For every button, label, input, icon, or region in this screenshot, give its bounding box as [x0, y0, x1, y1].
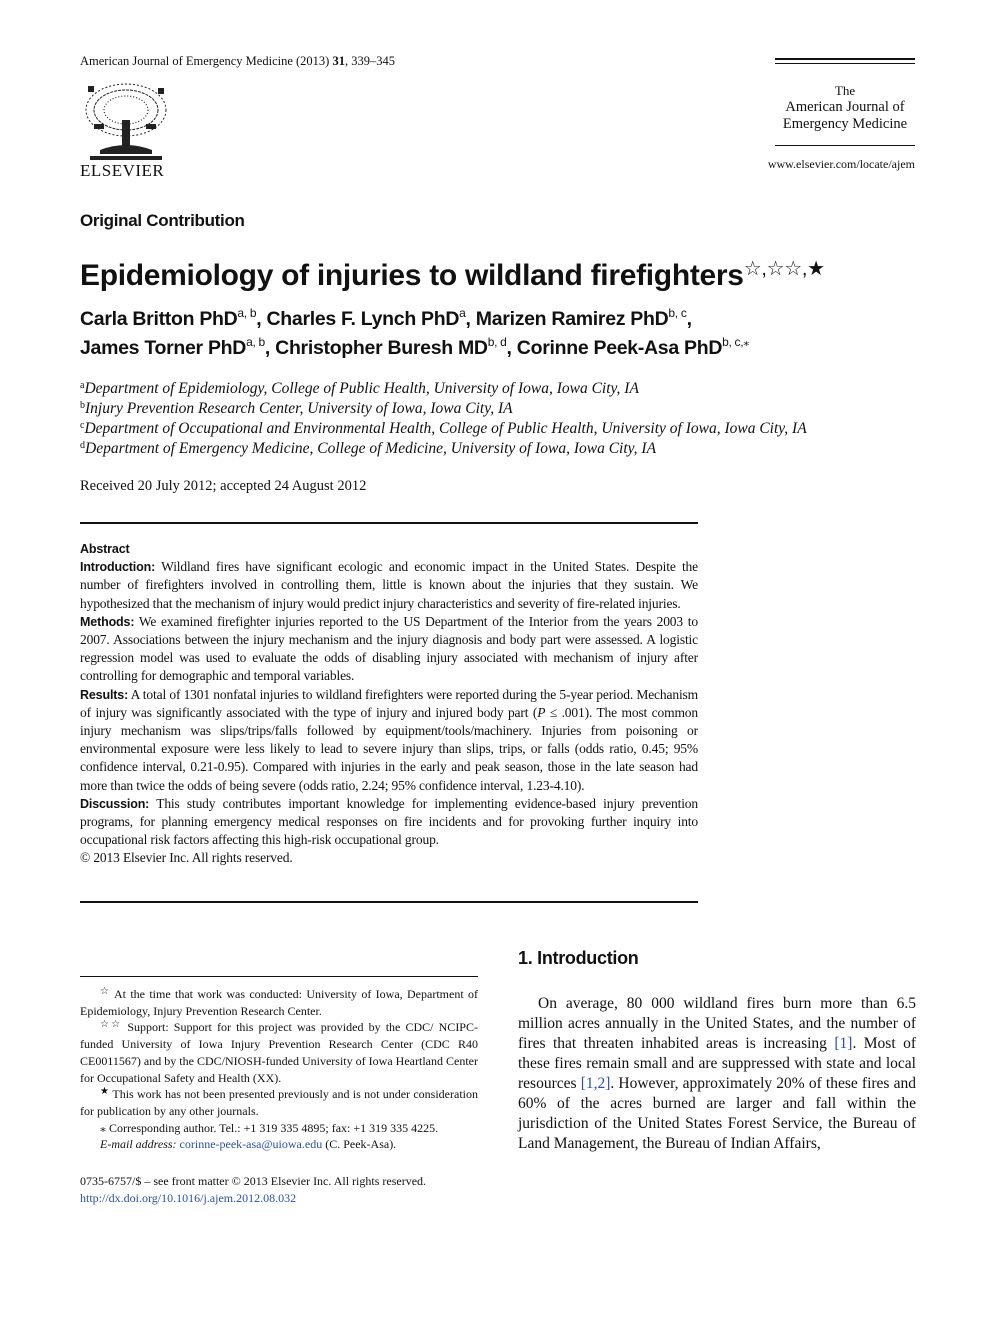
- abstract-results: Results: A total of 1301 nonfatal injuries to wildland firefighters were reported during the 5-year period. Mechanism of injury was significantly associated with the type of injury and injured body part (P ≤ .001). The most common injury mechanism was slips/trips/falls followed by equipment/tools/machinery. Injuries from poisoning or environmental exposure were less likely to lead to severe injury than slips, trips, or falls (odds ratio, 0.45; 95% confidence interval, 0.21-0.95). Compared with injuries in the early and peak season, those in the late season had more than twice the odds of being severe (odds ratio, 2.24; 95% confidence interval, 1.23-4.10).: [80, 686, 698, 793]
- footnote: ☆ At the time that work was conducted: University of Iowa, Department of Epidemiology, Injury Prevention Research Center.: [80, 986, 478, 1018]
- author-name[interactable]: James Torner PhD: [80, 337, 247, 359]
- author-name[interactable]: Marizen Ramirez PhD: [475, 308, 669, 330]
- title-footnote-marks[interactable]: ☆,☆☆,★: [743, 258, 825, 280]
- author-list: Carla Britton PhD$^{a, b}$, Charles F. Lynch PhD$^a$, Marizen Ramirez PhD$^{b, c}$, James Torner PhD$^{a, b}$, Christopher Buresh MD$^{b, d}$, Corinne Peek-Asa PhD$^{b, c,⁎}$: [80, 306, 749, 359]
- journal-title-line2: American Journal of: [785, 99, 905, 115]
- reference-link[interactable]: [1,2]: [580, 1075, 611, 1092]
- section-heading-introduction: 1. Introduction: [518, 948, 639, 968]
- abstract: [80, 540, 698, 868]
- affiliation: $^c$Department of Occupational and Environmental Health, College of Public Health, University of Iowa, Iowa City, IA: [80, 420, 807, 437]
- journal-citation: American Journal of Emergency Medicine (2013) 31, 339–345: [80, 54, 395, 68]
- affiliation: $^a$Department of Epidemiology, College of Public Health, University of Iowa, Iowa City, IA: [80, 380, 639, 397]
- divider: [80, 901, 698, 903]
- abstract-heading: Abstract: [80, 542, 130, 556]
- journal-title-line1: The: [834, 83, 856, 98]
- introduction-body: On average, 80 000 wildland fires burn more than 6.5 million acres annually in the United States, and the number of fires that threaten inhabited areas is increasing [1]. Most of these fires remain small and are suppressed with state and local resources [1,2]. However, approximately 20% of these fires and 60% of the acres burned are larger and fall within the jurisdiction of the United States Forest Service, the Bureau of Land Management, the Bureau of Indian Affairs,: [518, 995, 916, 1152]
- footnote-rule: [80, 976, 478, 977]
- issn-block: [80, 1173, 480, 1207]
- affiliation: $^d$Department of Emergency Medicine, College of Medicine, University of Iowa, Iowa City, IA: [80, 440, 657, 457]
- footnote: ⁎ Corresponding author. Tel.: +1 319 335 4895; fax: +1 319 335 4225.: [100, 1120, 439, 1135]
- footnote-email: E-mail address: corinne-peek-asa@uiowa.edu (C. Peek-Asa).: [100, 1137, 397, 1152]
- email-link[interactable]: corinne-peek-asa@uiowa.edu: [179, 1137, 323, 1152]
- affiliation-list: [80, 379, 807, 459]
- doi-link[interactable]: http://dx.doi.org/10.1016/j.ajem.2012.08.032: [80, 1191, 297, 1205]
- footnotes: [80, 986, 478, 1153]
- abstract-copyright: © 2013 Elsevier Inc. All rights reserved.: [80, 850, 293, 866]
- journal-url-link[interactable]: www.elsevier.com/locate/ajem: [767, 157, 915, 171]
- section-label: Original Contribution: [80, 211, 245, 230]
- abstract-discussion: Discussion: This study contributes important knowledge for implementing evidence-based injury prevention programs, for planning emergency medical responses on fire incidents and for provoking further inquiry into occupational risk factors affecting this high-risk occupational group.: [80, 795, 698, 848]
- received-dates: Received 20 July 2012; accepted 24 August 2012: [80, 478, 367, 494]
- footnote: ☆☆ Support: Support for this project was provided by the CDC/ NCIPC-funded University of Iowa Injury Prevention Research Center (CDC R40 CE0011567) and by the CDC/NIOSH-funded University of Iowa Heartland Center for Occupational Safety and Health (XX).: [80, 1019, 478, 1085]
- abstract-introduction: Introduction: Wildland fires have significant ecologic and economic impact in the United States. Despite the number of firefighters involved in controlling them, little is known about the injuries that they sustain. We hypothesized that the mechanism of injury would predict injury characteristics and severity of fire-related injuries.: [80, 559, 698, 611]
- author-name[interactable]: Carla Britton PhD: [80, 308, 238, 330]
- article-title: Epidemiology of injuries to wildland firefighters☆,☆☆,★: [80, 258, 825, 292]
- journal-masthead: [775, 58, 915, 146]
- publisher-name: ELSEVIER: [80, 161, 165, 180]
- affiliation: $^b$Injury Prevention Research Center, University of Iowa, Iowa City, IA: [80, 400, 513, 417]
- journal-title-line3: Emergency Medicine: [782, 116, 908, 132]
- author-name[interactable]: Corinne Peek-Asa PhD: [516, 337, 723, 359]
- abstract-methods: Methods: We examined firefighter injuries reported to the US Department of the Interior from the years 2003 to 2007. Associations between the injury mechanism and the injury diagnosis and body part were assessed. A logistic regression model was used to evaluate the odds of disabling injury associated with mechanism of injury after controlling for demographic and temporal variables.: [80, 613, 698, 684]
- footnote: ★ This work has not been presented previously and is not under consideration for publication by any other journals.: [80, 1086, 478, 1118]
- author-name[interactable]: Charles F. Lynch PhD: [266, 308, 460, 330]
- issn-line: 0735-6757/$ – see front matter © 2013 Elsevier Inc. All rights reserved.: [80, 1174, 427, 1188]
- author-name[interactable]: Christopher Buresh MD: [275, 337, 488, 359]
- reference-link[interactable]: [1]: [834, 1035, 853, 1052]
- divider: [80, 522, 698, 524]
